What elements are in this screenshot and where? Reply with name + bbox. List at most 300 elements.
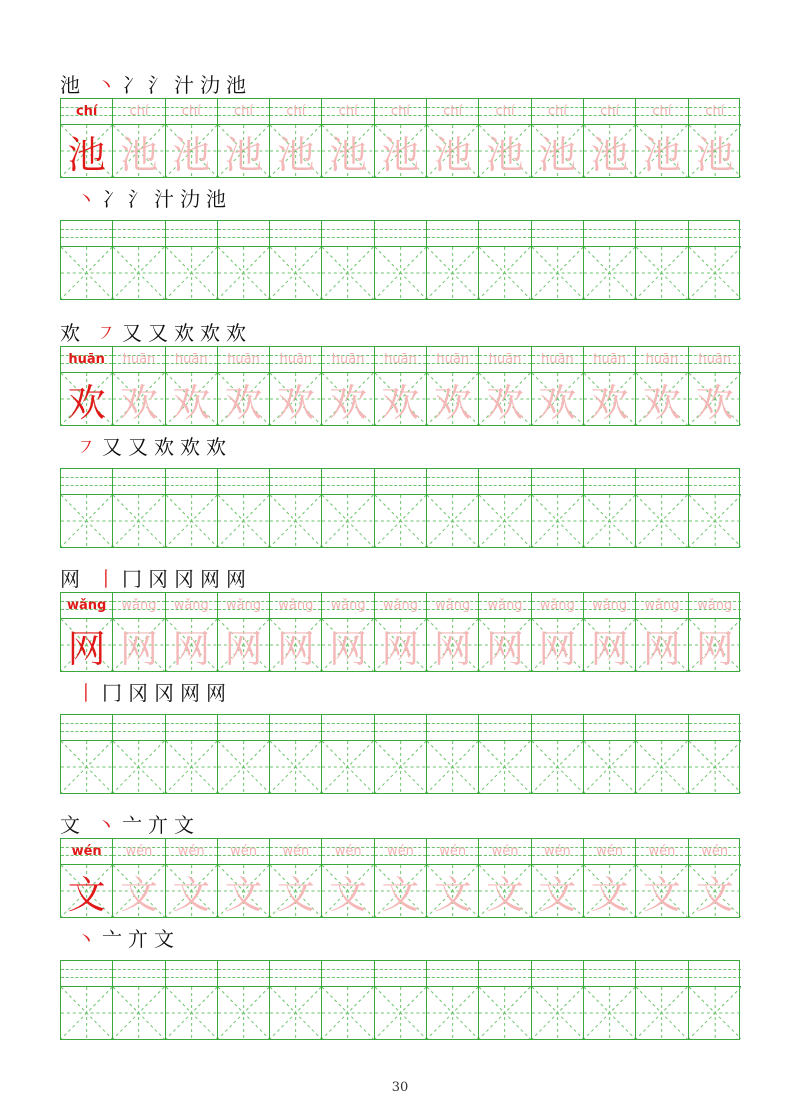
grid-cell-empty[interactable] — [689, 715, 741, 793]
pinyin-text: wǎng — [173, 598, 209, 613]
grid-cell[interactable] — [322, 99, 374, 177]
mizige-guides — [375, 495, 426, 547]
mizige-guides — [636, 495, 687, 547]
grid-cell-empty[interactable] — [375, 469, 427, 547]
grid-cell[interactable] — [61, 347, 113, 425]
mizige-guides — [322, 987, 373, 1039]
grid-cell[interactable] — [375, 99, 427, 177]
hanzi-box — [270, 373, 321, 425]
hanzi-box — [166, 495, 217, 547]
hanzi-text: 文 — [224, 872, 263, 917]
grid-cell-empty[interactable] — [479, 221, 531, 299]
hanzi-text: 网 — [276, 626, 315, 671]
hanzi-box — [113, 495, 164, 547]
mizige-guides — [166, 741, 217, 793]
grid-cell[interactable] — [689, 347, 741, 425]
hanzi-box — [375, 865, 426, 917]
grid-cell-empty[interactable] — [532, 961, 584, 1039]
grid-cell-empty[interactable] — [427, 221, 479, 299]
mizige-guides — [427, 247, 478, 299]
grid-cell[interactable] — [636, 99, 688, 177]
grid-cell-empty[interactable] — [218, 469, 270, 547]
hanzi-box — [270, 619, 321, 671]
hanzi-box — [532, 741, 583, 793]
grid-cell-empty[interactable] — [479, 469, 531, 547]
pinyin-box — [427, 347, 478, 373]
grid-cell[interactable] — [479, 347, 531, 425]
hanzi-box — [636, 865, 687, 917]
hanzi-box — [322, 495, 373, 547]
grid-cell-empty[interactable] — [636, 469, 688, 547]
pinyin-text: chí — [652, 104, 672, 119]
hanzi-text: 网 — [172, 626, 211, 671]
pinyin-box — [532, 99, 583, 125]
grid-cell[interactable] — [270, 839, 322, 917]
stroke-step: 欢 — [154, 435, 174, 459]
grid-cell[interactable] — [218, 99, 270, 177]
stroke-step: 文 — [154, 927, 174, 951]
head-character: 文 — [60, 813, 80, 837]
pinyin-box — [113, 469, 164, 495]
stroke-step: 氵 — [128, 187, 148, 211]
hanzi-box — [427, 125, 478, 177]
pinyin-box — [584, 961, 635, 987]
hanzi-box — [689, 247, 741, 299]
hanzi-box — [322, 865, 373, 917]
head-character: 池 — [60, 73, 80, 97]
mizige-guides — [427, 495, 478, 547]
hanzi-box — [322, 987, 373, 1039]
stroke-step: 丶 — [96, 813, 116, 837]
grid-cell-empty[interactable] — [375, 715, 427, 793]
grid-cell-empty[interactable] — [218, 221, 270, 299]
grid-cell-empty[interactable] — [113, 961, 165, 1039]
pinyin-box — [532, 347, 583, 373]
hanzi-box — [166, 619, 217, 671]
grid-cell[interactable] — [689, 593, 741, 671]
stroke-step: 欢 — [174, 321, 194, 345]
grid-cell[interactable] — [427, 593, 479, 671]
pinyin-text: huān — [488, 352, 522, 367]
hanzi-box — [113, 247, 164, 299]
grid-cell[interactable] — [166, 347, 218, 425]
pinyin-box — [479, 347, 530, 373]
grid-cell[interactable] — [113, 99, 165, 177]
hanzi-box — [584, 247, 635, 299]
pinyin-box — [479, 839, 530, 865]
grid-cell[interactable] — [636, 839, 688, 917]
pinyin-box — [689, 99, 741, 125]
mizige-guides — [689, 987, 741, 1039]
pinyin-text: wǎng — [278, 598, 314, 613]
grid-cell[interactable] — [427, 347, 479, 425]
mizige-guides — [532, 987, 583, 1039]
grid-cell[interactable] — [113, 347, 165, 425]
grid-cell[interactable] — [218, 593, 270, 671]
mizige-guides — [218, 741, 269, 793]
hanzi-text: 池 — [381, 132, 420, 177]
pinyin-box — [61, 715, 112, 741]
mizige-guides — [322, 495, 373, 547]
hanzi-text: 欢 — [276, 380, 315, 425]
grid-cell[interactable] — [113, 839, 165, 917]
mizige-guides — [113, 247, 164, 299]
grid-cell-empty[interactable] — [532, 221, 584, 299]
hanzi-box — [61, 247, 112, 299]
mizige-guides — [427, 741, 478, 793]
pinyin-box — [113, 715, 164, 741]
hanzi-box — [61, 741, 112, 793]
pinyin-text: wén — [71, 844, 102, 859]
grid-cell[interactable] — [636, 347, 688, 425]
grid-cell-empty[interactable] — [427, 715, 479, 793]
grid-cell-empty[interactable] — [61, 715, 113, 793]
grid-cell-empty[interactable] — [636, 715, 688, 793]
hanzi-box — [218, 987, 269, 1039]
grid-cell[interactable] — [636, 593, 688, 671]
hanzi-box — [427, 495, 478, 547]
grid-cell-empty[interactable] — [584, 961, 636, 1039]
grid-cell[interactable] — [322, 593, 374, 671]
hanzi-box — [479, 865, 530, 917]
pinyin-box — [375, 99, 426, 125]
grid-cell-empty[interactable] — [270, 961, 322, 1039]
hanzi-box — [689, 125, 741, 177]
hanzi-box — [270, 247, 321, 299]
hanzi-box — [61, 865, 112, 917]
pinyin-text: wén — [177, 844, 205, 859]
grid-cell-empty[interactable] — [113, 221, 165, 299]
pinyin-text: wǎng — [121, 598, 157, 613]
pinyin-text: wǎng — [382, 598, 418, 613]
hanzi-box — [218, 247, 269, 299]
grid-cell[interactable] — [375, 347, 427, 425]
stroke-step: 冫 — [102, 187, 122, 211]
pinyin-box — [113, 593, 164, 619]
pinyin-box — [61, 221, 112, 247]
stroke-order-line — [60, 562, 246, 592]
grid-cell-empty[interactable] — [689, 961, 741, 1039]
pinyin-text: huān — [593, 352, 626, 367]
hanzi-box — [322, 125, 373, 177]
pinyin-box — [584, 99, 635, 125]
pinyin-box — [532, 839, 583, 865]
grid-cell-empty[interactable] — [322, 221, 374, 299]
hanzi-box — [584, 741, 635, 793]
grid-cell-empty[interactable] — [689, 469, 741, 547]
grid-cell-empty[interactable] — [166, 221, 218, 299]
hanzi-text: 网 — [590, 626, 629, 671]
grid-cell[interactable] — [479, 839, 531, 917]
grid-cell[interactable] — [218, 347, 270, 425]
grid-cell[interactable] — [532, 839, 584, 917]
grid-cell[interactable] — [375, 593, 427, 671]
grid-cell-empty[interactable] — [270, 469, 322, 547]
hanzi-text: 池 — [642, 132, 681, 177]
grid-cell-empty[interactable] — [61, 221, 113, 299]
hanzi-box — [427, 865, 478, 917]
pinyin-text: wǎng — [66, 598, 107, 613]
mizige-guides — [113, 741, 164, 793]
grid-cell[interactable] — [427, 839, 479, 917]
pinyin-box — [166, 99, 217, 125]
grid-cell-empty[interactable] — [218, 715, 270, 793]
tracing-grid — [60, 592, 740, 672]
grid-cell[interactable] — [322, 347, 374, 425]
grid-cell[interactable] — [479, 593, 531, 671]
pinyin-box — [113, 961, 164, 987]
hanzi-text: 文 — [486, 872, 525, 917]
stroke-step: 欢 — [206, 435, 226, 459]
pinyin-text: wǎng — [592, 598, 628, 613]
grid-cell-empty[interactable] — [218, 961, 270, 1039]
mizige-guides — [61, 987, 112, 1039]
pinyin-box — [166, 961, 217, 987]
grid-cell[interactable] — [270, 593, 322, 671]
pinyin-box — [584, 469, 635, 495]
grid-cell[interactable] — [532, 99, 584, 177]
grid-cell[interactable] — [166, 593, 218, 671]
hanzi-text: 欢 — [642, 380, 681, 425]
hanzi-box — [636, 741, 687, 793]
grid-cell-empty[interactable] — [166, 715, 218, 793]
pinyin-box — [61, 961, 112, 987]
pinyin-text: wǎng — [539, 598, 575, 613]
grid-cell[interactable] — [270, 347, 322, 425]
stroke-step: 又 — [128, 435, 148, 459]
hanzi-box — [113, 619, 164, 671]
grid-cell-empty[interactable] — [689, 221, 741, 299]
pinyin-box — [218, 593, 269, 619]
stroke-step: 又 — [122, 321, 142, 345]
hanzi-box — [636, 495, 687, 547]
grid-cell-empty[interactable] — [479, 961, 531, 1039]
hanzi-box — [270, 741, 321, 793]
hanzi-text: 池 — [486, 132, 525, 177]
stroke-order-line — [60, 316, 246, 346]
pinyin-box — [61, 99, 112, 125]
hanzi-box — [322, 741, 373, 793]
pinyin-box — [636, 715, 687, 741]
pinyin-text: chí — [129, 104, 149, 119]
pinyin-box — [166, 469, 217, 495]
hanzi-text: 文 — [695, 872, 734, 917]
hanzi-text: 欢 — [329, 380, 368, 425]
pinyin-box — [636, 221, 687, 247]
pinyin-box — [218, 221, 269, 247]
grid-cell-empty[interactable] — [322, 469, 374, 547]
grid-cell-empty[interactable] — [584, 221, 636, 299]
hanzi-box — [584, 495, 635, 547]
mizige-guides — [322, 247, 373, 299]
stroke-order-line-repeat — [76, 182, 226, 212]
stroke-step: 氻 — [200, 73, 220, 97]
pinyin-box — [636, 99, 687, 125]
mizige-guides — [584, 987, 635, 1039]
grid-cell[interactable] — [689, 839, 741, 917]
grid-cell-empty[interactable] — [532, 469, 584, 547]
pinyin-box — [689, 593, 741, 619]
grid-cell-empty[interactable] — [479, 715, 531, 793]
pinyin-box — [218, 839, 269, 865]
grid-cell[interactable] — [61, 99, 113, 177]
grid-cell[interactable] — [113, 593, 165, 671]
grid-cell[interactable] — [584, 839, 636, 917]
grid-cell[interactable] — [689, 99, 741, 177]
pinyin-text: wén — [648, 844, 676, 859]
grid-cell[interactable] — [584, 99, 636, 177]
grid-cell-empty[interactable] — [636, 961, 688, 1039]
hanzi-box — [61, 987, 112, 1039]
grid-cell-empty[interactable] — [113, 469, 165, 547]
hanzi-box — [479, 495, 530, 547]
grid-cell[interactable] — [218, 839, 270, 917]
hanzi-box — [218, 741, 269, 793]
stroke-step: 又 — [148, 321, 168, 345]
pinyin-box — [479, 221, 530, 247]
pinyin-box — [479, 961, 530, 987]
hanzi-text: 网 — [695, 626, 734, 671]
grid-cell-empty[interactable] — [427, 469, 479, 547]
grid-cell-empty[interactable] — [322, 961, 374, 1039]
grid-cell-empty[interactable] — [61, 961, 113, 1039]
pinyin-box — [375, 469, 426, 495]
hanzi-text: 文 — [433, 872, 472, 917]
pinyin-text: huān — [698, 352, 732, 367]
grid-cell[interactable] — [375, 839, 427, 917]
grid-cell-empty[interactable] — [584, 469, 636, 547]
pinyin-text: chí — [75, 104, 98, 119]
pinyin-box — [375, 593, 426, 619]
pinyin-box — [584, 593, 635, 619]
pinyin-text: huān — [174, 352, 208, 367]
pinyin-box — [166, 839, 217, 865]
hanzi-box — [375, 495, 426, 547]
hanzi-text: 欢 — [119, 380, 158, 425]
hanzi-box — [270, 987, 321, 1039]
grid-cell[interactable] — [322, 839, 374, 917]
hanzi-box — [689, 495, 741, 547]
stroke-step: 网 — [226, 567, 246, 591]
mizige-guides — [166, 247, 217, 299]
grid-cell-empty[interactable] — [532, 715, 584, 793]
stroke-step: 冈 — [154, 681, 174, 705]
grid-cell-empty[interactable] — [322, 715, 374, 793]
grid-cell-empty[interactable] — [584, 715, 636, 793]
grid-cell-empty[interactable] — [113, 715, 165, 793]
grid-cell-empty[interactable] — [270, 715, 322, 793]
grid-cell[interactable] — [532, 347, 584, 425]
pinyin-text: chí — [495, 104, 515, 119]
pinyin-text: chí — [600, 104, 620, 119]
hanzi-box — [375, 987, 426, 1039]
pinyin-box — [61, 593, 112, 619]
hanzi-text: 池 — [224, 132, 263, 177]
pinyin-text: chí — [390, 104, 410, 119]
grid-cell-empty[interactable] — [166, 961, 218, 1039]
grid-cell-empty[interactable] — [61, 469, 113, 547]
hanzi-box — [166, 373, 217, 425]
hanzi-text: 网 — [119, 626, 158, 671]
hanzi-text: 网 — [642, 626, 681, 671]
hanzi-box — [113, 373, 164, 425]
grid-cell[interactable] — [166, 99, 218, 177]
hanzi-box — [584, 373, 635, 425]
mizige-guides — [532, 247, 583, 299]
hanzi-box — [270, 495, 321, 547]
pinyin-text: huān — [331, 352, 365, 367]
pinyin-box — [479, 99, 530, 125]
hanzi-box — [427, 987, 478, 1039]
hanzi-text: 文 — [538, 872, 577, 917]
mizige-guides — [61, 495, 112, 547]
stroke-step: 冂 — [102, 681, 122, 705]
hanzi-text: 文 — [276, 872, 315, 917]
mizige-guides — [479, 741, 530, 793]
pinyin-box — [427, 839, 478, 865]
pinyin-box — [270, 593, 321, 619]
pinyin-text: huān — [122, 352, 156, 367]
pinyin-box — [113, 347, 164, 373]
hanzi-box — [636, 125, 687, 177]
pinyin-box — [427, 593, 478, 619]
stroke-order-line — [60, 808, 194, 838]
hanzi-box — [218, 373, 269, 425]
grid-cell[interactable] — [166, 839, 218, 917]
grid-cell[interactable] — [61, 593, 113, 671]
stroke-step: ㇇ — [96, 321, 116, 345]
pinyin-box — [636, 961, 687, 987]
mizige-guides — [584, 495, 635, 547]
hanzi-box — [270, 125, 321, 177]
mizige-guides — [270, 495, 321, 547]
hanzi-text: 池 — [329, 132, 368, 177]
practice-grid — [60, 960, 740, 1040]
grid-cell[interactable] — [427, 99, 479, 177]
pinyin-box — [427, 469, 478, 495]
hanzi-text: 池 — [590, 132, 629, 177]
pinyin-text: chí — [286, 104, 306, 119]
mizige-guides — [166, 495, 217, 547]
grid-cell[interactable] — [532, 593, 584, 671]
grid-cell[interactable] — [61, 839, 113, 917]
grid-cell-empty[interactable] — [427, 961, 479, 1039]
pinyin-box — [322, 99, 373, 125]
mizige-guides — [375, 987, 426, 1039]
hanzi-box — [61, 373, 112, 425]
hanzi-box — [218, 495, 269, 547]
mizige-guides — [636, 741, 687, 793]
grid-cell[interactable] — [270, 99, 322, 177]
grid-cell[interactable] — [584, 593, 636, 671]
pinyin-box — [270, 839, 321, 865]
grid-cell-empty[interactable] — [270, 221, 322, 299]
grid-cell[interactable] — [584, 347, 636, 425]
pinyin-box — [689, 221, 741, 247]
grid-cell-empty[interactable] — [636, 221, 688, 299]
stroke-step: 文 — [174, 813, 194, 837]
pinyin-box — [113, 839, 164, 865]
hanzi-box — [61, 619, 112, 671]
mizige-guides — [166, 987, 217, 1039]
hanzi-box — [375, 247, 426, 299]
grid-cell-empty[interactable] — [375, 221, 427, 299]
grid-cell-empty[interactable] — [375, 961, 427, 1039]
hanzi-box — [218, 865, 269, 917]
grid-cell-empty[interactable] — [166, 469, 218, 547]
grid-cell[interactable] — [479, 99, 531, 177]
pinyin-text: huān — [384, 352, 417, 367]
